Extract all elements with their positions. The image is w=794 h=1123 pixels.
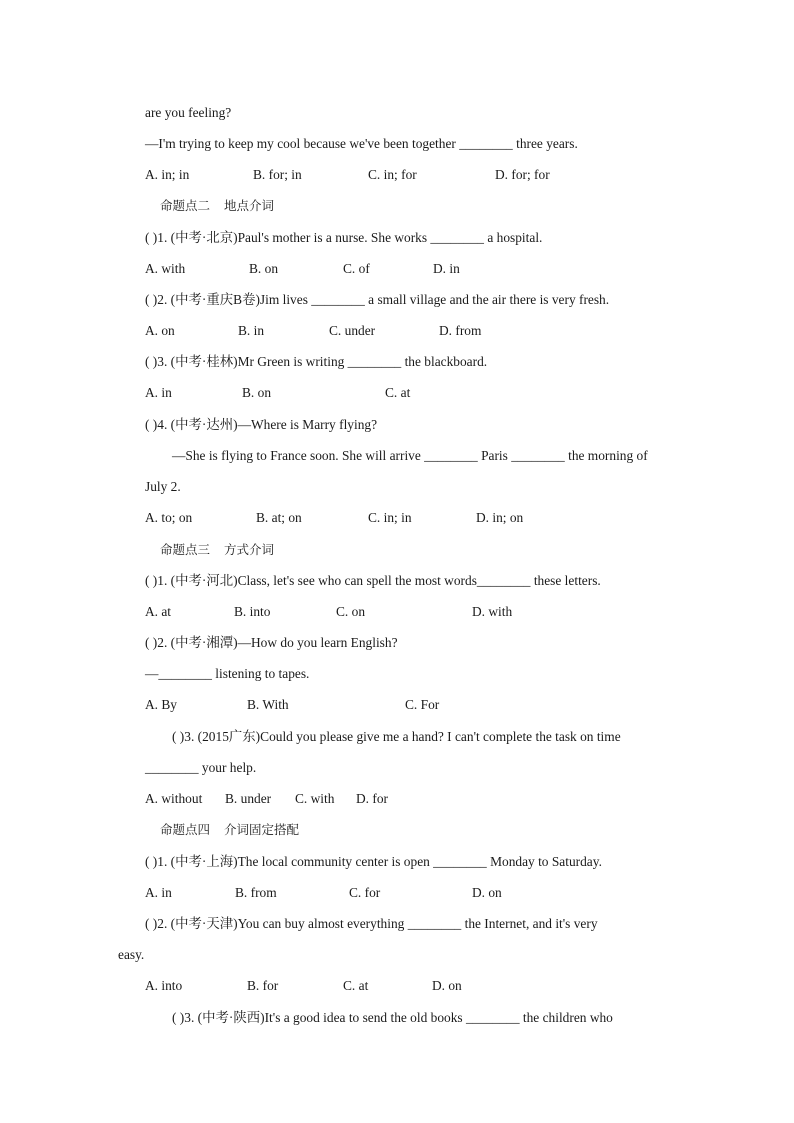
option-b: B. on xyxy=(249,261,279,276)
question-text: ( )2. (中考·重庆B卷)Jim lives ________ a small village and the air there is very fresh. xyxy=(145,292,610,307)
section-title: 方式介词 xyxy=(224,542,275,557)
option-b: B. for; in xyxy=(253,167,302,182)
section-number: 命题点三 xyxy=(160,542,211,557)
option-b: B. from xyxy=(235,885,277,900)
option-a: A. with xyxy=(145,261,186,276)
question-text: —________ listening to tapes. xyxy=(145,666,310,681)
question-text: July 2. xyxy=(145,479,181,494)
question-text: ( )3. (中考·陕西)It's a good idea to send the old books ________ the children who xyxy=(172,1010,613,1025)
option-d: D. with xyxy=(472,604,513,619)
question-text: ________ your help. xyxy=(145,760,257,775)
option-b: B. for xyxy=(247,978,279,993)
option-b: B. under xyxy=(225,791,272,806)
option-a: A. in xyxy=(145,885,172,900)
option-b: B. With xyxy=(247,697,289,712)
section-title: 介词固定搭配 xyxy=(224,822,300,837)
option-a: A. By xyxy=(145,697,177,712)
option-a: A. in; in xyxy=(145,167,190,182)
option-a: A. on xyxy=(145,323,175,338)
option-d: D. in xyxy=(433,261,460,276)
option-d: D. in; on xyxy=(476,510,524,525)
question-text: ( )1. (中考·上海)The local community center is open ________ Monday to Saturday. xyxy=(145,854,602,869)
option-c: C. at xyxy=(343,978,369,993)
question-text: easy. xyxy=(118,947,145,962)
option-c: C. under xyxy=(329,323,376,338)
option-b: B. into xyxy=(234,604,271,619)
section-number: 命题点四 xyxy=(160,822,211,837)
option-d: D. on xyxy=(472,885,502,900)
option-a: A. at xyxy=(145,604,172,619)
option-d: D. from xyxy=(439,323,482,338)
option-d: D. on xyxy=(432,978,462,993)
option-c: C. of xyxy=(343,261,370,276)
option-a: A. into xyxy=(145,978,183,993)
question-text: ( )2. (中考·天津)You can buy almost everything ________ the Internet, and it's very xyxy=(145,916,598,931)
option-a: A. without xyxy=(145,791,203,806)
question-text: are you feeling? xyxy=(145,105,232,120)
question-text: ( )3. (中考·桂林)Mr Green is writing ________ the blackboard. xyxy=(145,354,488,369)
question-text: ( )2. (中考·湘潭)—How do you learn English? xyxy=(145,635,398,650)
section-heading xyxy=(160,541,274,558)
option-b: B. in xyxy=(238,323,265,338)
option-c: C. For xyxy=(405,697,440,712)
option-c: C. with xyxy=(295,791,335,806)
section-number: 命题点二 xyxy=(160,198,211,213)
option-c: C. on xyxy=(336,604,366,619)
option-c: C. at xyxy=(385,385,411,400)
option-a: A. to; on xyxy=(145,510,193,525)
section-heading xyxy=(160,197,274,214)
question-text: ( )4. (中考·达州)—Where is Marry flying? xyxy=(145,417,378,432)
question-text: ( )1. (中考·河北)Class, let's see who can spell the most words________ these letters. xyxy=(145,573,601,588)
option-b: B. on xyxy=(242,385,272,400)
section-title: 地点介词 xyxy=(224,198,275,213)
question-text: ( )1. (中考·北京)Paul's mother is a nurse. She works ________ a hospital. xyxy=(145,230,543,245)
option-c: C. for xyxy=(349,885,381,900)
option-b: B. at; on xyxy=(256,510,302,525)
section-heading xyxy=(160,821,299,838)
question-text: —I'm trying to keep my cool because we've been together ________ three years. xyxy=(145,136,578,151)
question-text: —She is flying to France soon. She will arrive ________ Paris ________ the morning of xyxy=(172,448,648,463)
option-d: D. for; for xyxy=(495,167,550,182)
option-a: A. in xyxy=(145,385,172,400)
question-text: ( )3. (2015广东)Could you please give me a hand? I can't complete the task on time xyxy=(172,729,621,744)
option-c: C. in; for xyxy=(368,167,417,182)
option-c: C. in; in xyxy=(368,510,412,525)
option-d: D. for xyxy=(356,791,388,806)
